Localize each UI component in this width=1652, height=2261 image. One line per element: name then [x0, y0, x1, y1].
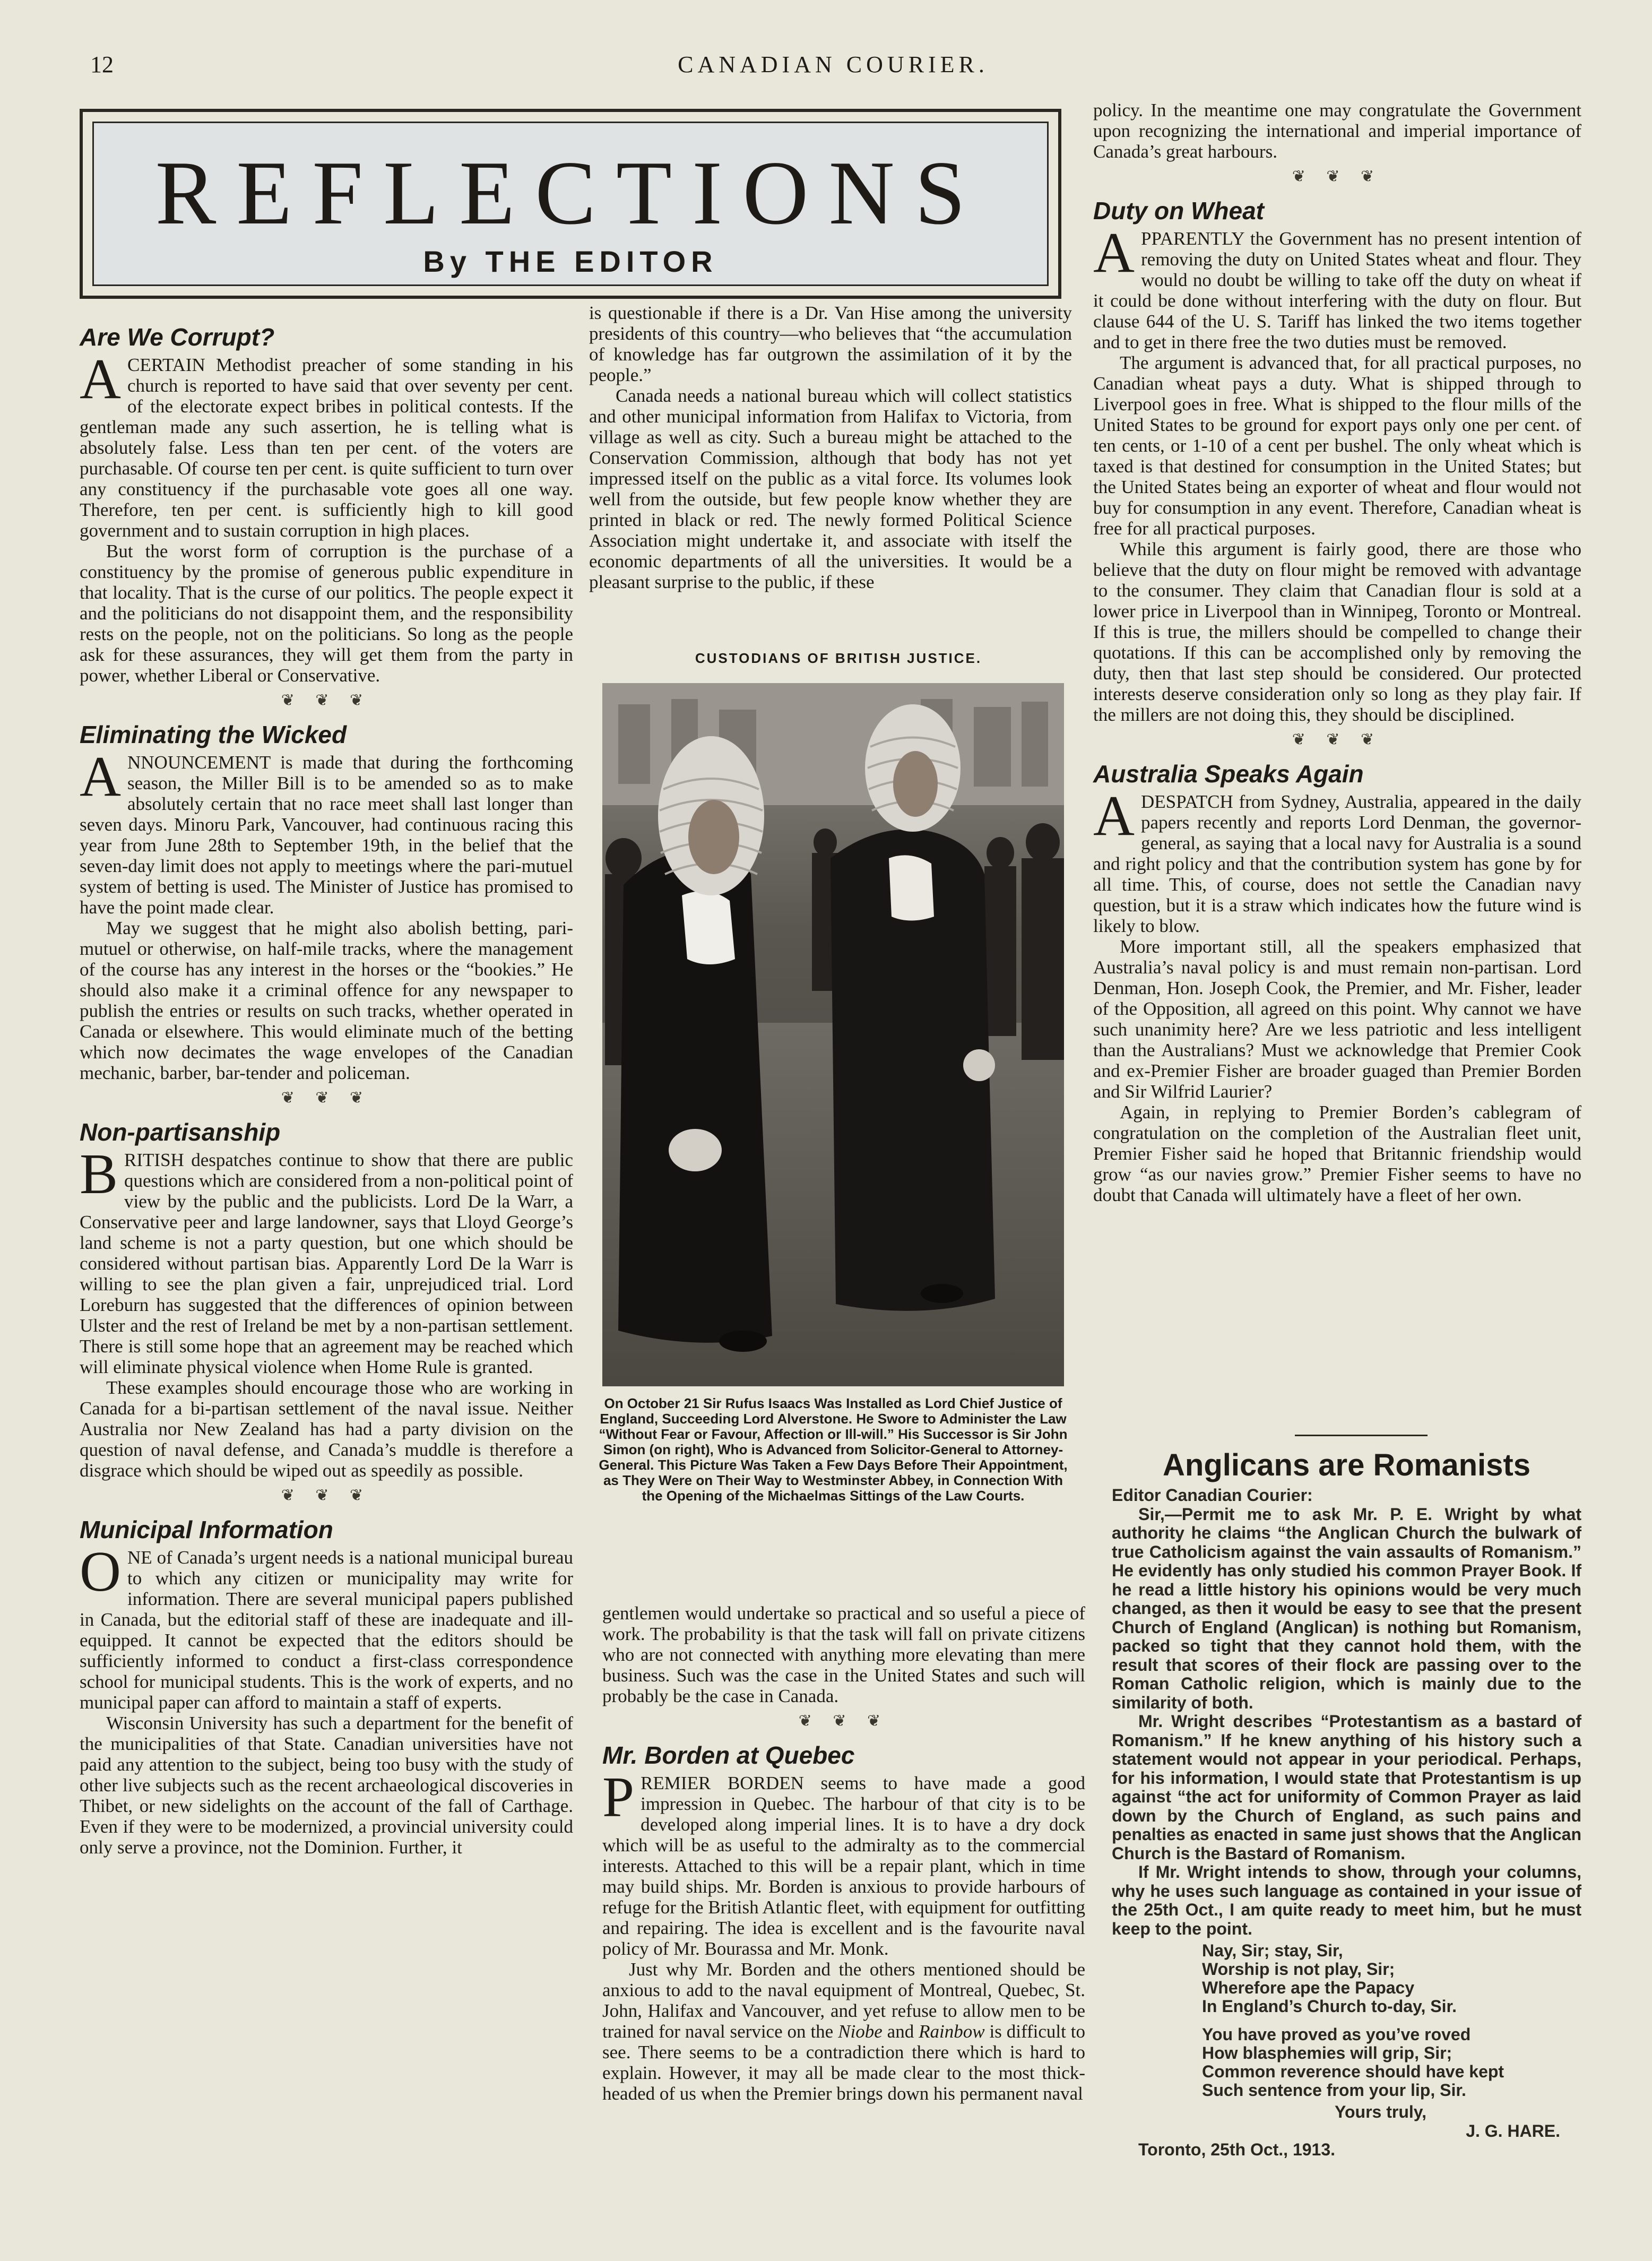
- masthead-inner-frame: [92, 122, 1049, 286]
- column-2-top: [589, 303, 1072, 592]
- masthead-title: REFLECTIONS: [155, 143, 986, 244]
- column-2-bottom: [602, 1603, 1085, 2104]
- article-borden-p2: Just why Mr. Borden and the others mentioned should be anxious to add to the naval equipment of Montreal, Quebec, St. John, Halifax and Vancouver, and yet refuse to allow men to be trained for naval service on the Niobe and Rainbow is difficult to see. There seems to be a contradiction there which is hard to explain. However, it may all be made clear to the most thick-headed of us when the Premier brings down his permanent naval: [602, 1959, 1086, 2104]
- heading-duty-on-wheat: Duty on Wheat: [1093, 197, 1264, 225]
- section-ornament: ❦ ❦ ❦: [1292, 731, 1383, 748]
- letter-place-date: Toronto, 25th Oct., 1913.: [1138, 2140, 1336, 2159]
- page-number: 12: [90, 51, 114, 77]
- article-municipal-continued-p2: Canada needs a national bureau which will collect statistics and other municipal information from Halifax to Victoria, from village as well as city. Such a bureau might be attached to the Conservation Commission, although that body has not yet impressed itself on the public as a vital force. Its volumes look well from the outside, but few people know whether they are printed in black or red. The newly formed Political Science Association might undertake it, and associate with itself the economic departments of all the universities. It would be a pleasant surprise to the public, if these: [589, 385, 1072, 592]
- heading-are-we-corrupt: Are We Corrupt?: [80, 323, 275, 351]
- article-nonpartisan-p2: These examples should encourage those who are working in Canada for a bi-partisan settlement of the naval issue. Neither Australia nor New Zealand has had a party division on the question of naval defense, and Canada’s muddle is therefore a disgrace which should be wiped out as speedily as possible.: [80, 1377, 573, 1481]
- photo-caption: On October 21 Sir Rufus Isaacs Was Installed as Lord Chief Justice of England, Succeeding Lord Alverstone. He Swore to Administer the Law “Without Fear or Favour, Affection or Ill-will.” His Successor is Sir John Simon (on right), Who is Advanced from Solicitor-General to Attorney-General. This Picture Was Taken a Few Days Before Their Appointment, as They Were on Their Way to Westminster Abbey, in Connection With the Opening of the Michaelmas Sittings of the Law Courts.: [599, 1395, 1068, 1504]
- ship-name-niobe: Niobe: [838, 2021, 883, 2042]
- article-corrupt-p2: But the worst form of corruption is the purchase of a constituency by the promise of generous public expenditure in that locality. That is the curse of our politics. The people expect it and the politicians do not disappoint them, and the responsibility rests on the people, not on the politicians. So long as the people ask for these assurances, they will get them from the party in power, whether Liberal or Conservative.: [80, 541, 573, 686]
- drop-cap: A: [80, 348, 121, 411]
- drop-cap: O: [80, 1540, 121, 1603]
- page-header: [90, 51, 1576, 93]
- heading-australia-speaks: Australia Speaks Again: [1093, 760, 1364, 788]
- drop-cap: B: [80, 1143, 118, 1206]
- letter-p1: Sir,—Permit me to ask Mr. P. E. Wright by what authority he claims “the Anglican Church the bulwark of true Catholicism against the vain assaults of Romanism.” He evidently has only studied his common Prayer Book. If he read a little history his opinions would be very much changed, as then it would be easy to see that the present Church of England (Anglican) is nothing but Romanism, packed so tight that they cannot hold them, with the result that scores of their flock are passing over to the Roman Catholic religion, which is mainly due to the similarity of both.: [1112, 1504, 1581, 1712]
- article-nonpartisan-p1: BRITISH despatches continue to show that there are public questions which are considered from a non-political point of view by the public and the publicists. Lord De la Warr, a Conservative peer and large landowner, says that Lloyd George’s land scheme is not a party question, but one which should be considered without partisan bias. Apparently Lord De la Warr is willing to see the plan given a fair, unprejudiced trial. Lord Loreburn has suggested that the differences of opinion between Ulster and the rest of Ireland be met by a non-partisan settlement. There is still some hope that an agreement may be reached which will eliminate physical violence when Home Rule is granted.: [80, 1143, 573, 1377]
- letter-signature: J. G. HARE.: [1466, 2121, 1560, 2141]
- letter-title: Anglicans are Romanists: [1163, 1448, 1530, 1482]
- column-1: [80, 313, 573, 1858]
- verse-line: In England’s Church to-day, Sir.: [1202, 1997, 1457, 2016]
- judges-photograph: [602, 683, 1064, 1386]
- section-ornament: ❦ ❦ ❦: [281, 692, 372, 709]
- article-municipal-continued-p1: is questionable if there is a Dr. Van Hise among the university presidents of this country—who believes that “the accumulation of knowledge has far outgrown the assimilation of it by the people.”: [589, 303, 1072, 385]
- verse-line: Common reverence should have kept: [1202, 2062, 1504, 2081]
- judges-photo-illustration: [602, 683, 1064, 1386]
- article-corrupt-p1: ACERTAIN Methodist preacher of some standing in his church is reported to have said that over seventy per cent. of the electorate expect bribes in political contests. If the gentleman made any such assertion, he is telling what is absolutely false. Less than ten per cent. of the voters are purchasable. Of course ten per cent. is quite sufficient to turn over any constituency if the purchasable vote goes all one way. Therefore, ten per cent. is sufficiently high to kill good government and to sustain corruption in high places.: [80, 348, 573, 541]
- running-title: CANADIAN COURIER.: [678, 51, 989, 77]
- article-wheat-p3: While this argument is fairly good, there are those who believe that the duty on flour might be removed with advantage to the consumer. They claim that Canadian flour is sold at a lower price in Liverpool than in Winnipeg, Toronto or Montreal. If this is true, the millers should be compelled to change their quotations. If this can be accomplished only by removing the duty, then that last step should be considered. Our protected interests deserve consideration only so long as they play fair. If the millers are not doing this, they should be disciplined.: [1093, 539, 1581, 725]
- article-borden-continued: policy. In the meantime one may congratulate the Government upon recognizing the international and imperial importance of Canada’s great harbours.: [1093, 100, 1581, 162]
- article-wheat-p2: The argument is advanced that, for all practical purposes, no Canadian wheat pays a duty. What is shipped through to Liverpool goes in free. What is shipped to the flour mills of the United States to be ground for export pays only one per cent. of ten cents, or 1-10 of a cent per bushel. The only wheat which is taxed is that destined for consumption in the United States; but the United States being an exporter of wheat and flour would not buy for consumption in any event. Therefore, Canadian wheat is free for all practical purposes.: [1093, 352, 1581, 539]
- verse-line: Such sentence from your lip, Sir.: [1202, 2081, 1466, 2100]
- ship-name-rainbow: Rainbow: [919, 2021, 985, 2042]
- article-australia-p1: ADESPATCH from Sydney, Australia, appeared in the daily papers recently and reports Lord Denman, the governor-general, as saying that a local navy for Australia is a sound and right policy and that the contribution system has gone by for all time. This, of course, does not settle the Canadian navy question, but it is a straw which indicates how the future wind is likely to blow.: [1093, 784, 1581, 936]
- section-ornament: ❦ ❦ ❦: [281, 1487, 372, 1504]
- column-3: [1093, 100, 1581, 1205]
- letter-verse: [1202, 1941, 1581, 2100]
- photo-title: CUSTODIANS OF BRITISH JUSTICE.: [695, 650, 982, 666]
- article-municipal-p1: ONE of Canada’s urgent needs is a national municipal bureau to which any citizen or municipality may write for information. There are several municipal papers published in Canada, but the editorial staff of these are inadequate and ill-equipped. It cannot be expected that the editors should be sufficiently informed to conduct a first-class correspondence school for municipal students. This is the work of experts, and no municipal paper can afford to maintain a staff of experts.: [80, 1540, 573, 1713]
- article-borden-p1: PREMIER BORDEN seems to have made a good impression in Quebec. The harbour of that city is to be developed along imperial lines. It is to have a dry dock which will be as useful to the admiralty as to the commercial interests. Attached to this will be a repair plant, which in time may build ships. Mr. Borden is anxious to provide harbours of refuge for the British Atlantic fleet, with equipment for outfitting and repairing. The idea is excellent and is the favourite naval policy of Mr. Bourassa and Mr. Monk.: [602, 1766, 1085, 1959]
- letter-salutation: Editor Canadian Courier:: [1112, 1486, 1313, 1505]
- article-municipal-p2: Wisconsin University has such a department for the benefit of the municipalities of that State. Canadian universities have not paid any attention to the subject, being too busy with the study of other live subjects such as the recent archaeological discoveries in Thibet, or new sidelights on the account of the fall of Carthage. Even if they were to be modernized, a provincial university could only serve a province, not the Dominion. Further, it: [80, 1713, 573, 1858]
- letter-closing: Yours truly,: [1335, 2102, 1427, 2121]
- verse-line: Worship is not play, Sir;: [1202, 1960, 1395, 1979]
- letter-p2: Mr. Wright describes “Protestantism as a bastard of Romanism.” If he knew anything of his history such a statement would not appear in your periodical. Perhaps, for his information, I would state that Protestantism is up against “the act for uniformity of Common Prayer as laid down by the Church of England, as such pains and penalties as enacted in same just shows that the Anglican Church is the Bastard of Romanism.: [1112, 1712, 1581, 1863]
- drop-cap: A: [1093, 784, 1135, 848]
- section-ornament: ❦ ❦ ❦: [798, 1712, 889, 1730]
- masthead-byline: By THE EDITOR: [423, 245, 718, 278]
- section-ornament: ❦ ❦ ❦: [281, 1089, 372, 1107]
- article-wheat-p1: APPARENTLY the Government has no present intention of removing the duty on United States wheat and flour. They would no doubt be willing to take off the duty on wheat if it could be done without interfering with the duty on flour. But clause 644 of the U. S. Tariff has linked the two items together and to get in there free the two duties must be removed.: [1093, 221, 1581, 352]
- article-wicked-p1: ANNOUNCEMENT is made that during the forthcoming season, the Miller Bill is to be amended so as to make absolutely certain that no race meet shall last longer than seven days. Minoru Park, Vancouver, had continuous racing this year from June 28th to September 19th, in the belief that the seven-day limit does not apply to meetings where the pari-mutuel system of betting is used. The Minister of Justice has promised to have the point made clear.: [80, 745, 573, 918]
- letter-p3: If Mr. Wright intends to show, through your columns, why he uses such language as contained in your issue of the 25th Oct., I am quite ready to meet him, but he must keep to the point.: [1112, 1862, 1581, 1938]
- heading-borden-quebec: Mr. Borden at Quebec: [602, 1741, 855, 1769]
- article-wicked-p2: May we suggest that he might also abolish betting, pari-mutuel or otherwise, on half-mile tracks, where the management of the course has any interest in the horses or the “bookies.” He should also make it a criminal offence for any newspaper to publish the entries or results on such tracks, whether operated in Canada or elsewhere. This would eliminate much of the betting which now decimates the wage envelopes of the Canadian mechanic, barber, bar-tender and policeman.: [80, 918, 573, 1083]
- letter-to-editor: [1112, 1448, 1581, 2160]
- drop-cap: A: [1093, 221, 1135, 284]
- article-municipal-conclusion: gentlemen would undertake so practical and so useful a piece of work. The probability is that the task will fall on private citizens who are not connected with anything more elevating than mere business. Such was the case in the United States and such will probably be the case in Canada.: [602, 1603, 1085, 1706]
- section-divider-rule: [1295, 1435, 1428, 1436]
- verse-line: Nay, Sir; stay, Sir,: [1202, 1941, 1343, 1960]
- section-ornament: ❦ ❦ ❦: [1292, 168, 1383, 185]
- drop-cap: A: [80, 745, 121, 808]
- heading-eliminating-wicked: Eliminating the Wicked: [80, 721, 347, 748]
- drop-cap: P: [602, 1766, 635, 1829]
- verse-line: Wherefore ape the Papacy: [1202, 1978, 1415, 1997]
- article-australia-p3: Again, in replying to Premier Borden’s cablegram of congratulation on the completion of the Australian fleet unit, Premier Fisher said he hoped that Britannic friendship would grow “as our navies grow.” Premier Fisher seems to have no doubt that Canada will ultimately have a fleet of her own.: [1093, 1102, 1581, 1205]
- article-australia-p2: More important still, all the speakers emphasized that Australia’s naval policy is and must remain non-partisan. Lord Denman, Hon. Joseph Cook, the Premier, and Mr. Fisher, leader of the Opposition, all agreed on this point. Why cannot we have such unanimity here? Are we less patriotic and less intelligent than the Australians? Must we acknowledge that Premier Cook and ex-Premier Fisher are broader guaged than Premier Borden and Sir Wilfrid Laurier?: [1093, 936, 1581, 1102]
- verse-line: You have proved as you’ve roved: [1202, 2025, 1471, 2044]
- reflections-masthead: [80, 109, 1061, 299]
- verse-line: How blasphemies will grip, Sir;: [1202, 2043, 1452, 2062]
- heading-municipal-information: Municipal Information: [80, 1516, 333, 1543]
- heading-non-partisanship: Non-partisanship: [80, 1118, 281, 1146]
